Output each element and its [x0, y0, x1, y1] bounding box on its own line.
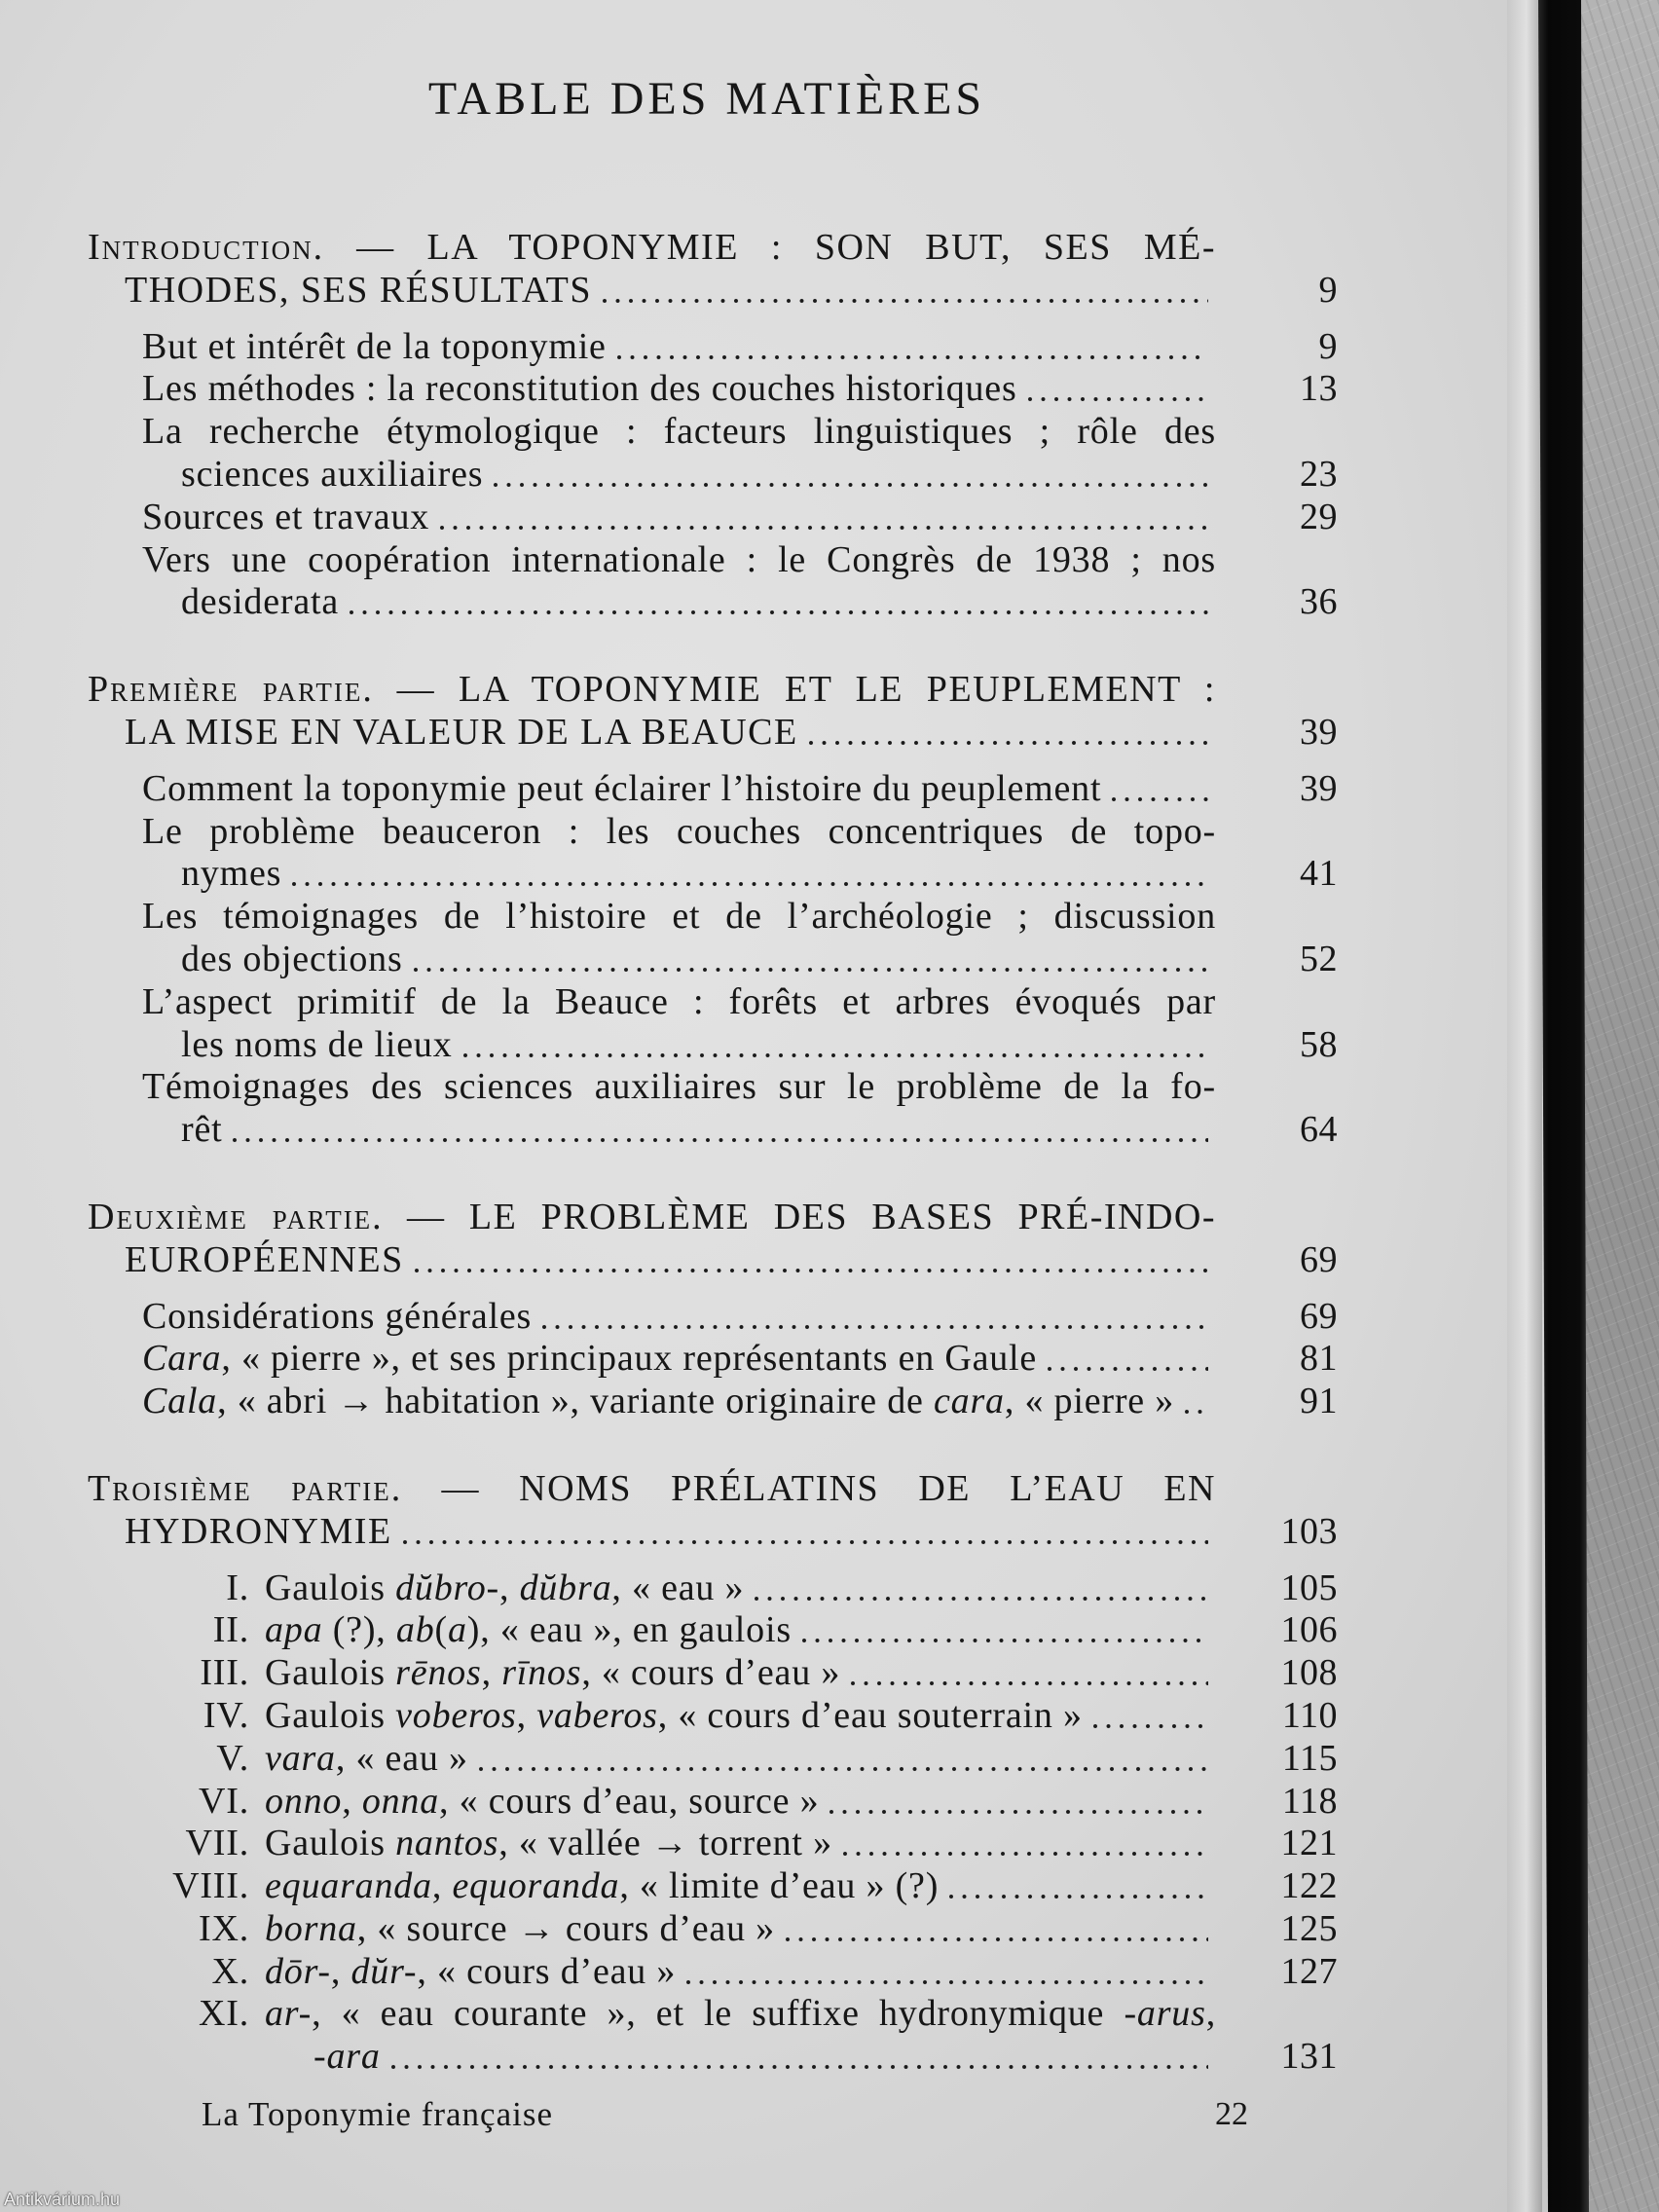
text-run: , « cours d’eau souterrain » [657, 1694, 1083, 1736]
toc-section [88, 1468, 1338, 2079]
page-number: 125 [1280, 1907, 1338, 1949]
toc-line [88, 1381, 1338, 1423]
entry-text [181, 853, 281, 896]
dot-leader [493, 454, 1208, 497]
entry-text [142, 981, 1216, 1024]
page-number: 108 [1280, 1652, 1338, 1694]
toc-entry [88, 896, 1338, 981]
entry-text [265, 1567, 744, 1610]
roman-numeral: I. [226, 1567, 249, 1608]
book-cover-edge [1577, 0, 1659, 2212]
toc-line [88, 1197, 1338, 1239]
part-label: Troisième partie. [88, 1467, 403, 1509]
page-number: 64 [1300, 1109, 1338, 1151]
entry-text [142, 411, 1216, 454]
toc-line [88, 1695, 1338, 1738]
toc-line [88, 581, 1338, 624]
italic-term: -ara [313, 2036, 381, 2078]
dot-leader [402, 1511, 1208, 1554]
toc-line [88, 497, 1338, 539]
dot-leader [478, 1738, 1208, 1781]
dot-leader [785, 1908, 1208, 1951]
text-run: L’aspect primitif de la Beauce : forêts et arbres évoqués par [142, 980, 1216, 1022]
roman-numeral: IX. [199, 1907, 249, 1949]
toc-line [88, 1652, 1338, 1695]
entry-text [313, 2036, 381, 2079]
entry-text [265, 1993, 1216, 2036]
toc-entry [88, 411, 1338, 497]
entry-text [142, 1338, 1037, 1381]
text-run: , [516, 1694, 537, 1736]
text-run: Les méthodes : la reconstitution des couches historiques [142, 368, 1017, 410]
dot-leader [462, 1024, 1208, 1067]
dot-leader [842, 1823, 1208, 1865]
text-run: , « abri → habitation », variante originaire de [217, 1381, 934, 1422]
dot-leader [439, 497, 1208, 539]
dot-leader [602, 270, 1208, 313]
text-run: , « limite d’eau » (?) [619, 1865, 940, 1907]
footer-page-number: 22 [1215, 2096, 1248, 2132]
entry-list [88, 326, 1338, 625]
text-run: Les témoignages de l’histoire et de l’archéologie ; discussion [142, 896, 1216, 938]
text-run: Gaulois [265, 1567, 396, 1608]
text-run: , « eau » [611, 1567, 745, 1608]
italic-term: dŭbra [519, 1567, 612, 1608]
toc-entry [88, 326, 1338, 369]
toc-line [88, 896, 1338, 939]
dot-leader [541, 1296, 1208, 1339]
italic-term: dŭr- [350, 1950, 418, 1992]
roman-numeral: VIII. [172, 1865, 249, 1907]
toc-line [88, 981, 1338, 1024]
toc-section [88, 1197, 1338, 1423]
italic-term: vaberos [536, 1694, 658, 1736]
toc-line [88, 1066, 1338, 1109]
text-run: (?), [322, 1609, 396, 1651]
italic-term: onno [265, 1780, 343, 1822]
text-run: — LE PROBLÈME DES BASES PRÉ-INDO- [383, 1196, 1216, 1237]
roman-numeral: XI. [199, 1993, 249, 2035]
text-run: Le problème beauceron : les couches concentriques de topo- [142, 810, 1216, 852]
text-run: , « cours d’eau » [581, 1652, 841, 1694]
text-run: des objections [181, 938, 403, 979]
italic-term: equaranda [265, 1865, 432, 1907]
roman-numeral: III. [200, 1652, 249, 1694]
toc-line [88, 1296, 1338, 1339]
italic-term: equoranda [452, 1865, 620, 1907]
italic-term: dōr- [265, 1950, 331, 1992]
roman-numeral: X. [211, 1950, 249, 1992]
dot-leader [685, 1951, 1208, 1994]
toc-line [88, 712, 1338, 755]
entry-text [142, 1296, 532, 1339]
dot-leader [616, 326, 1208, 369]
toc-entry [88, 497, 1338, 539]
entry-text [88, 1197, 1216, 1239]
text-run: , « cours d’eau » [417, 1950, 677, 1992]
roman-numeral: IV. [203, 1694, 249, 1736]
dot-leader [390, 2036, 1208, 2079]
entry-text [181, 1109, 222, 1152]
entry-text [265, 1781, 819, 1824]
entry-list [88, 1567, 1338, 2080]
toc-entry [88, 1381, 1338, 1423]
toc-section [88, 227, 1338, 624]
text-run: , « pierre », et ses principaux représentants en Gaule [221, 1338, 1038, 1380]
toc-entry [88, 1338, 1338, 1381]
page-number: 58 [1300, 1023, 1338, 1065]
toc-line [88, 1024, 1338, 1067]
entry-text [265, 1652, 840, 1695]
toc-section [88, 669, 1338, 1152]
toc-entry [88, 768, 1338, 811]
toc-entry [88, 981, 1338, 1067]
toc-line [88, 411, 1338, 454]
running-footer-title: La Toponymie française [202, 2095, 553, 2133]
toc-line [88, 1567, 1338, 1610]
text-run: Sources et travaux [142, 496, 430, 537]
entry-text [265, 1823, 832, 1865]
toc-line [88, 1823, 1338, 1865]
text-run: EUROPÉENNES [125, 1238, 404, 1280]
page-number: 127 [1280, 1950, 1338, 1992]
italic-term: rīnos [501, 1652, 582, 1694]
entry-text [265, 1695, 1083, 1738]
toc-line [88, 1109, 1338, 1152]
entry-text [142, 768, 1101, 811]
italic-term: vara [265, 1737, 336, 1779]
toc-line [88, 1239, 1338, 1282]
dot-leader [232, 1109, 1208, 1152]
entry-text [265, 1865, 939, 1908]
italic-term: -arus [1124, 1993, 1206, 2035]
toc-entry [88, 1823, 1338, 1865]
toc-line [88, 939, 1338, 981]
text-run: Témoignages des sciences auxiliaires sur le problème de la fo- [142, 1066, 1216, 1108]
toc-entry [88, 1781, 1338, 1824]
entry-text [265, 1738, 468, 1781]
text-run: Comment la toponymie peut éclairer l’histoire du peuplement [142, 767, 1102, 809]
entry-text [125, 1511, 392, 1554]
text-run: Vers une coopération internationale : le Congrès de 1938 ; nos [142, 538, 1216, 580]
page-title: TABLE DES MATIÈRES [427, 73, 986, 125]
page-number: 81 [1300, 1338, 1338, 1380]
toc-line [88, 811, 1338, 854]
page-number: 131 [1280, 2036, 1338, 2078]
toc-line [88, 227, 1338, 270]
italic-term: nantos [395, 1823, 499, 1864]
text-run: — NOMS PRÉLATINS DE L’EAU EN [402, 1467, 1216, 1509]
toc-line [88, 368, 1338, 411]
page-number: 29 [1300, 496, 1338, 537]
text-run: sciences auxiliaires [181, 453, 484, 495]
italic-term: voberos [395, 1694, 517, 1736]
text-run: HYDRONYMIE [125, 1510, 392, 1552]
italic-term: apa [265, 1609, 323, 1651]
toc-entry [88, 1865, 1338, 1908]
italic-term: Cala [142, 1381, 218, 1422]
page-edge [1507, 0, 1542, 2212]
dot-leader [1092, 1695, 1208, 1738]
text-run: , [342, 1780, 362, 1822]
text-run: , [431, 1865, 453, 1907]
toc-line [88, 669, 1338, 712]
page-number: 122 [1280, 1865, 1338, 1907]
entry-text [142, 368, 1017, 411]
text-run: , « vallée → torrent » [498, 1823, 832, 1864]
text-run: But et intérêt de la toponymie [142, 325, 607, 367]
dot-leader [1047, 1338, 1208, 1381]
toc-line [88, 768, 1338, 811]
page-number: 118 [1281, 1780, 1338, 1822]
toc-entry [88, 1738, 1338, 1781]
entry-text [88, 227, 1216, 270]
dot-leader [1184, 1381, 1208, 1423]
toc-line [88, 270, 1338, 313]
toc-line [88, 539, 1338, 582]
entry-text [181, 454, 483, 497]
toc-entry [88, 811, 1338, 897]
entry-text [88, 1468, 1216, 1511]
toc-entry [88, 1609, 1338, 1652]
toc-entry [88, 368, 1338, 411]
italic-term: borna [265, 1907, 357, 1949]
page-number: 121 [1280, 1823, 1338, 1864]
toc-entry [88, 1951, 1338, 1994]
dot-leader [948, 1865, 1208, 1908]
text-run: , « eau courante », et le suffixe hydronymique [312, 1993, 1124, 2035]
page-number: 115 [1281, 1737, 1338, 1779]
entry-text [265, 1908, 775, 1951]
text-run: LA MISE EN VALEUR DE LA BEAUCE [125, 711, 798, 753]
text-run: Gaulois [265, 1652, 396, 1694]
toc-line [88, 326, 1338, 369]
dot-leader [349, 581, 1208, 624]
italic-term: dŭbro- [395, 1567, 499, 1608]
toc-entry [88, 1066, 1338, 1152]
roman-numeral: VI. [199, 1780, 249, 1822]
toc-line [88, 1468, 1338, 1511]
text-run: nymes [181, 853, 282, 895]
italic-term: Cara [142, 1338, 222, 1380]
toc-line [88, 454, 1338, 497]
toc-entry [88, 1993, 1338, 2079]
text-run: , [498, 1567, 520, 1608]
text-run: rêt [181, 1109, 223, 1151]
text-run: Gaulois [265, 1823, 396, 1864]
page-number: 110 [1281, 1694, 1338, 1736]
text-run: , « pierre » [1004, 1381, 1175, 1422]
part-label: Deuxième partie. [88, 1196, 384, 1237]
roman-numeral: VII. [185, 1823, 249, 1864]
toc-line [88, 853, 1338, 896]
italic-term: onna [361, 1780, 440, 1822]
entry-text [88, 669, 1216, 712]
toc-entry [88, 1296, 1338, 1339]
italic-term: rēnos [395, 1652, 482, 1694]
text-run: desiderata [181, 581, 340, 623]
page-number: 105 [1280, 1567, 1338, 1608]
dot-leader [829, 1781, 1208, 1824]
entry-text [142, 811, 1216, 854]
text-run: , « cours d’eau, source » [439, 1780, 820, 1822]
page-number: 13 [1300, 368, 1338, 410]
italic-term: ar- [265, 1993, 313, 2035]
toc-line [88, 1865, 1338, 1908]
toc-line [88, 1609, 1338, 1652]
dot-leader [291, 853, 1208, 896]
entry-text [125, 270, 592, 313]
entry-text [142, 539, 1216, 582]
page-number: 9 [1318, 269, 1338, 311]
entry-text [181, 581, 339, 624]
page-number: 41 [1300, 853, 1338, 895]
page-number: 106 [1280, 1609, 1338, 1651]
entry-text [142, 497, 429, 539]
roman-numeral: V. [216, 1737, 249, 1779]
text-run: , [481, 1652, 502, 1694]
entry-text [181, 939, 403, 981]
entry-text [142, 1066, 1216, 1109]
page-number: 39 [1300, 767, 1338, 809]
entry-list [88, 1296, 1338, 1423]
watermark: Antikvárium.hu [4, 2190, 121, 2209]
dot-leader [850, 1652, 1208, 1695]
italic-term: ab [395, 1609, 435, 1651]
toc-line [88, 1338, 1338, 1381]
entry-text [142, 326, 607, 369]
page-number: 39 [1300, 711, 1338, 753]
text-run: Gaulois [265, 1694, 396, 1736]
dot-leader [801, 1609, 1208, 1652]
page-number: 52 [1300, 938, 1338, 979]
dot-leader [413, 939, 1208, 981]
toc-line [88, 1993, 1338, 2036]
text-run: ( [434, 1609, 448, 1651]
entry-text [125, 1239, 404, 1282]
toc-entry [88, 1652, 1338, 1695]
text-run: — LA TOPONYMIE ET LE PEUPLEMENT : [373, 669, 1216, 711]
entry-text [265, 1951, 676, 1994]
entry-text [181, 1024, 453, 1067]
text-run: Considérations générales [142, 1295, 533, 1337]
page-number: 69 [1300, 1238, 1338, 1280]
text-run: — LA TOPONYMIE : SON BUT, SES MÉ- [324, 227, 1216, 268]
page-number: 69 [1300, 1295, 1338, 1337]
entry-text [142, 1381, 1174, 1423]
dot-leader [414, 1239, 1208, 1282]
toc-line [88, 1511, 1338, 1554]
table-of-contents [88, 227, 1338, 2079]
entry-text [265, 1609, 792, 1652]
toc-entry [88, 1567, 1338, 1610]
page-number: 91 [1300, 1381, 1338, 1422]
text-run: , « eau » [335, 1737, 468, 1779]
dot-leader [1111, 768, 1208, 811]
text-run: , [1205, 1993, 1216, 2035]
roman-numeral: II. [212, 1609, 249, 1651]
italic-term: a [447, 1609, 467, 1651]
text-run: , [330, 1950, 351, 1992]
text-run: THODES, SES RÉSULTATS [125, 269, 592, 311]
toc-entry [88, 1695, 1338, 1738]
dot-leader [1027, 368, 1208, 411]
entry-text [142, 896, 1216, 939]
dot-leader [754, 1567, 1208, 1610]
toc-line [88, 1908, 1338, 1951]
italic-term: cara [934, 1381, 1005, 1422]
text-run: ), « eau », en gaulois [466, 1609, 792, 1651]
toc-line [88, 2036, 1338, 2079]
page-number: 9 [1318, 325, 1338, 367]
entry-list [88, 768, 1338, 1152]
toc-line [88, 1781, 1338, 1824]
text-run: les noms de lieux [181, 1023, 453, 1065]
text-run: La recherche étymologique : facteurs linguistiques ; rôle des [142, 411, 1216, 453]
part-label: Première partie. [88, 669, 374, 711]
toc-entry [88, 539, 1338, 625]
text-run: , « source → cours d’eau » [356, 1907, 775, 1949]
page-number: 23 [1300, 453, 1338, 495]
page-number: 36 [1300, 581, 1338, 623]
part-label: Introduction. [88, 227, 325, 268]
toc-line [88, 1951, 1338, 1994]
toc-line [88, 1738, 1338, 1781]
toc-entry [88, 1908, 1338, 1951]
page-number: 103 [1280, 1510, 1338, 1552]
entry-text [125, 712, 798, 755]
dot-leader [808, 712, 1208, 755]
